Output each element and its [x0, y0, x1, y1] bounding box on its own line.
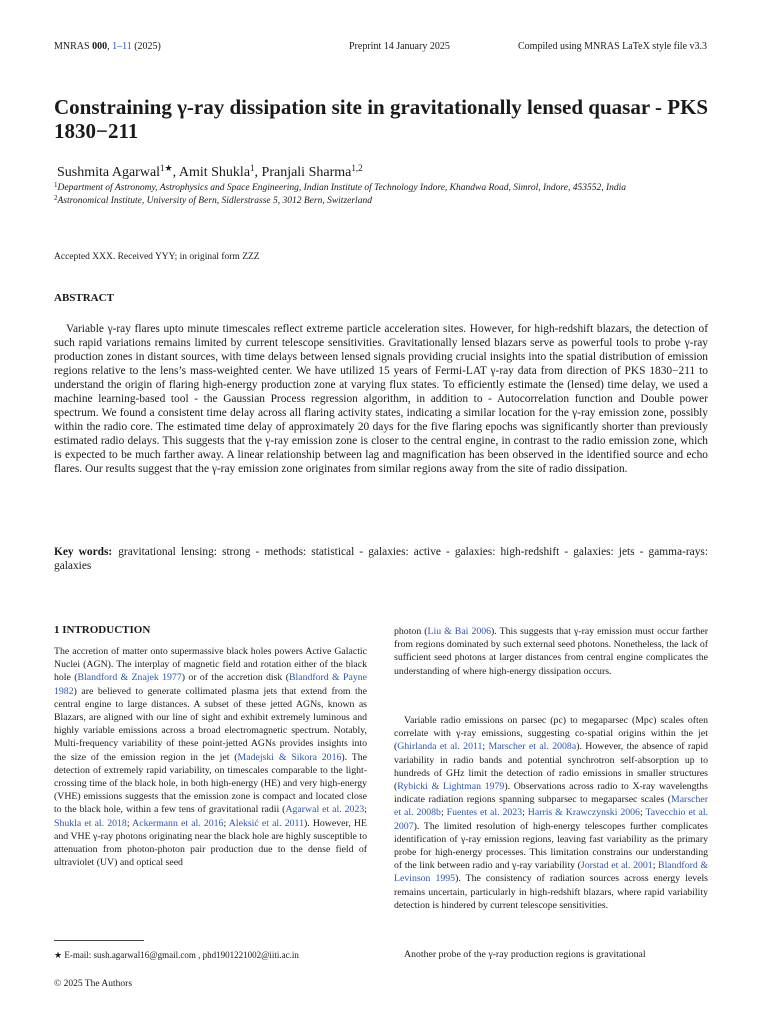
footnote-email: ★ E-mail: sush.agarwal16@gmail.com , phd1901221002@iiti.ac.in — [54, 950, 299, 960]
citation-link[interactable]: Blandford & Znajek 1977 — [77, 672, 182, 684]
citation-link[interactable]: Liu & Bai 2006 — [427, 626, 492, 637]
citation-link[interactable]: Fuentes et al. 2023 — [446, 807, 523, 819]
citation-link[interactable]: Marscher et al. 2008b — [394, 794, 708, 819]
citation-link[interactable]: Ghirlanda et al. 2011 — [397, 741, 483, 753]
preprint-date: Preprint 14 January 2025 — [349, 41, 450, 52]
abstract-heading: ABSTRACT — [54, 292, 114, 304]
citation-link[interactable]: Rybicki & Lightman 1979 — [397, 781, 505, 793]
citation-link[interactable]: Madejski & Sikora 2016 — [237, 751, 342, 763]
journal-year: (2025) — [134, 41, 161, 52]
citation-link[interactable]: Tavecchio et al. 2007 — [394, 807, 709, 832]
affiliation-text: Department of Astronomy, Astrophysics and Space Engineering, Indian Institute of Technology Indore, Khandwa Road, Simrol, Indore, 453552, India — [57, 183, 627, 193]
citation-link[interactable]: Marscher et al. 2008a — [488, 741, 577, 753]
citation-link[interactable]: Aleksić et al. 2011 — [228, 817, 304, 829]
intro-column-left: The accretion of matter onto supermassive black holes powers Active Galactic Nuclei (AGN). The interplay of magnetic field and rotation either of the black hole (Blandford & Znajek 1977) or of the accretion disk (Blandford & Payne 1982) are believed to generate collimated plasma jets that extend from the central engine to large distances. A subset of these jetted AGNs, known as Blazars, are aligned with our line of sight and exhibit extremely luminous and highly variable emissions across a broad electromagnetic spectrum. Notably, Multi-frequency variability of these point-jetted AGNs provides insights into the size of the emission region in the jet (Madejski & Sikora 2016). The detection of extremely rapid variability, on timescales comparable to the light-crossing time of the black hole, in both high-energy (HE) and very high-energy (VHE) emissions suggests that the emission zone is compact and located close to the black hole, within a few tens of gravitational radii (Agarwal et al. 2023; Shukla et al. 2018; Ackermann et al. 2016; Aleksić et al. 2011). However, HE and VHE γ-ray photons originating near the black hole are highly susceptible to attenuation from photon-photon pair production due to the dense field of ultraviolet (UV) and optical seed — [54, 646, 367, 869]
author-affiliation-mark: 1,2 — [351, 163, 363, 173]
affiliation-text: Astronomical Institute, University of Bern, Sidlerstrasse 5, 3012 Bern, Switzerland — [57, 196, 372, 206]
citation-link[interactable]: Shukla et al. 2018 — [54, 817, 127, 829]
journal-name: MNRAS — [54, 41, 90, 52]
keywords-list: gravitational lensing: strong - methods: statistical - galaxies: active - galaxies: high-redshift - galaxies: jets - gamma-rays: galaxies — [54, 546, 709, 572]
running-header-left: MNRAS 000, 1–11 (2025) — [54, 41, 161, 52]
compiled-note: Compiled using MNRAS LaTeX style file v3.3 — [518, 41, 708, 52]
affiliation-number: 2 — [54, 194, 58, 202]
abstract-text: Variable γ-ray flares upto minute timescales reflect extreme particle acceleration sites. However, for high-redshift blazars, the detection of such rapid variations remains limited by current telescope sensitivities. Gravitationally lensed blazars serve as powerful tools to probe γ-ray production zones in distant sources, with time delays between lensed signals providing crucial insights into the spatial distribution of emission regions relative to the lens’s mass-weighted center. We have utilized 15 years of Fermi-LAT γ-ray data from direction of PKS 1830−211 to understand the origin of flaring high-energy production zone at varying flux states. To efficiently estimate the (lensed) time delay, we used a machine learning-based tool - the Gaussian Process regression algorithm, in addition to - Autocorrelation function and Double power spectrum. We found a consistent time delay across all flaring activity states, indicating a similar location for the γ-ray emission zone, possibly within the radio core. The estimated time delay of approximately 20 days for the five flaring epochs was significantly shorter than previously estimated radio delays. This suggests that the γ-ray emission zone is closer to the central engine, in contrast to the radio emission zone, which is expected to be much farther away. A linear relationship between lag and magnification has been observed in the identified source and echo flares. Our results suggest that the γ-ray emission zone originates from similar regions away from the site of radio dissipation. — [54, 323, 708, 475]
author-name: Pranjali Sharma — [261, 165, 352, 180]
keywords-label: Key words: — [54, 546, 113, 558]
affiliation-1 — [54, 182, 724, 194]
citation-link[interactable]: Agarwal et al. 2023 — [285, 804, 365, 816]
intro-column-right-para2: Variable radio emissions on parsec (pc) to megaparsec (Mpc) scales often correlate with γ-ray emissions, suggesting co-spatial origins within the jet (Ghirlanda et al. 2011; Marscher et al. 2008a). However, the absence of rapid variability in radio bands and potential synchrotron self-absorption up to hundreds of GHz limit the detection of radio emissions in smaller structures (Rybicki & Lightman 1979). Observations across radio to X-ray wavelengths indicate radiation regions spanning subparsec to megaparsec scales (Marscher et al. 2008b; Fuentes et al. 2023; Harris & Krawczynski 2006; Tavecchio et al. 2007). The limited resolution of high-energy telescopes further complicates identification of γ-ray emission regions, leaving fast variability as the primary probe for high-energy processes. This limitation constrains our understanding of the link between radio and γ-ray variability (Jorstad et al. 2001; Blandford & Levinson 1995). The consistency of radiation sources across energy levels remains uncertain, particularly in high-redshift blazars, where rapid variability detection is hindered by current telescope sensitivities. — [394, 715, 709, 911]
page-range-link[interactable]: 1–11 — [112, 41, 132, 52]
citation-link[interactable]: Harris & Krawczynski 2006 — [527, 807, 640, 819]
acceptance-note: Accepted XXX. Received YYY; in original form ZZZ — [54, 252, 260, 262]
section-heading-introduction: 1 INTRODUCTION — [54, 624, 151, 636]
keywords — [54, 545, 708, 573]
journal-volume: 000 — [92, 41, 108, 52]
citation-link[interactable]: Blandford & Levinson 1995 — [394, 860, 708, 885]
affiliation-2 — [54, 195, 724, 207]
author-name: Amit Shukla — [178, 165, 251, 180]
citation-link[interactable]: Jorstad et al. 2001 — [580, 860, 653, 872]
citation-link[interactable]: Ackermann et al. 2016 — [132, 817, 224, 829]
author-name: Sushmita Agarwal — [57, 165, 161, 180]
footnote-divider — [54, 940, 144, 941]
paper-title: Constraining γ-ray dissipation site in gravitationally lensed quasar - PKS 1830−211 — [54, 95, 709, 143]
author-list: Sushmita Agarwal$^{1★}$, Amit Shukla$^1$, Pranjali Sharma$^{1,2}$ — [57, 163, 363, 180]
copyright-notice: © 2025 The Authors — [54, 979, 133, 989]
citation-link[interactable]: Blandford & Payne 1982 — [54, 672, 367, 697]
author-affiliation-mark: 1 — [250, 163, 255, 173]
intro-column-right-para1: photon (Liu & Bai 2006). This suggests that γ-ray emission must occur farther from regions dominated by such external seed photons. Nonetheless, the lack of sufficient seed photons at larger distances from central engine complicates the understanding of where high-energy dissipation occurs. — [394, 626, 708, 677]
affiliation-number: 1 — [54, 181, 58, 189]
intro-column-right-para3: Another probe of the γ-ray production regions is gravitational — [404, 949, 646, 960]
author-affiliation-mark: 1★ — [160, 163, 173, 173]
